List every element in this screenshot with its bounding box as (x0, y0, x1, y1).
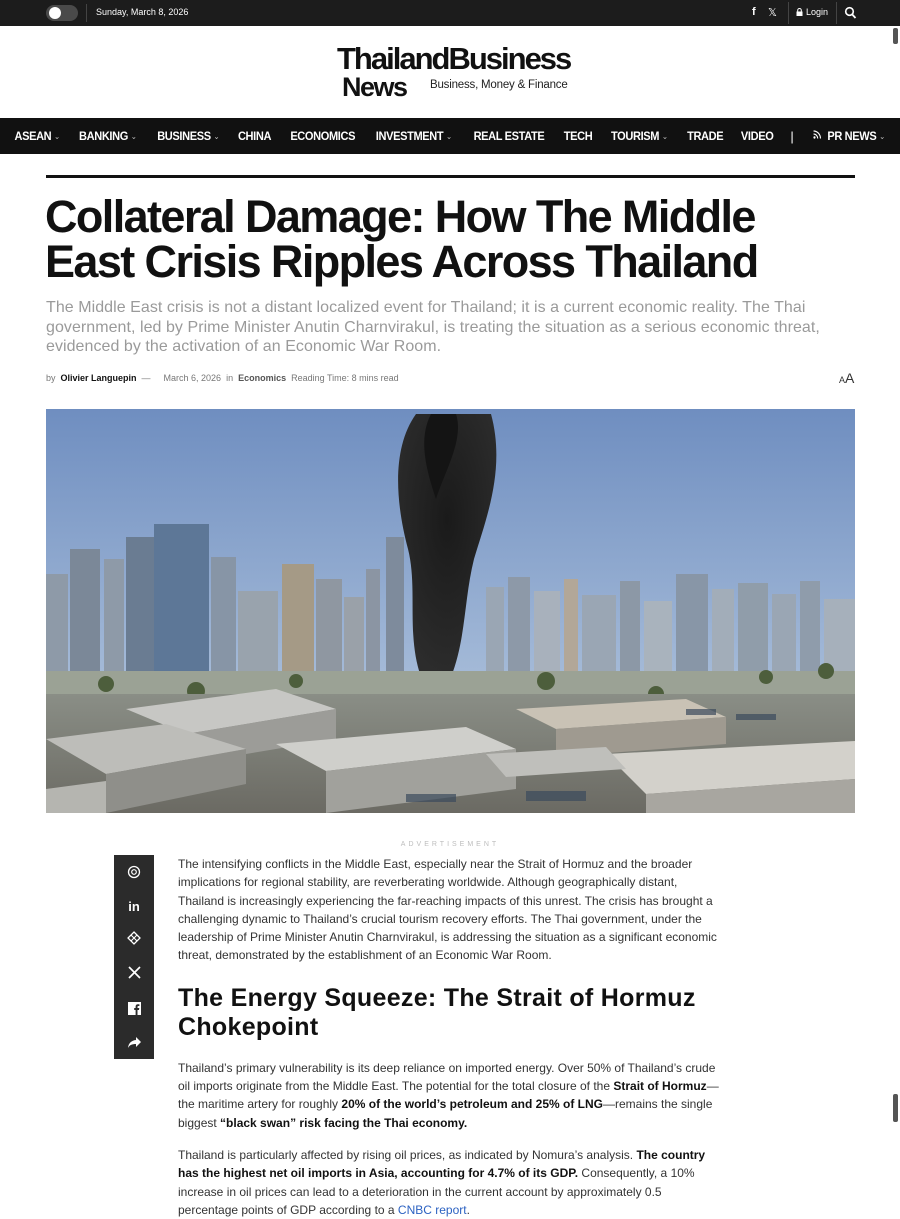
x-share-icon[interactable] (114, 955, 154, 989)
linkedin-glyph: in (128, 898, 140, 914)
divider (86, 4, 87, 22)
nav-item-pr-news[interactable] (806, 129, 892, 143)
nav-item-tourism[interactable] (604, 129, 675, 143)
text: Consequently, a 10% increase in oil prices can lead to a deterioration in the current account by approximately 0.5 percentage points of GDP according to a (178, 1166, 695, 1217)
meta-in: in (226, 373, 234, 383)
top-bar (0, 0, 900, 26)
article-subtitle: The Middle East crisis is not a distant localized event for Thailand; it is a current economic reality. The Thai government, led by Prime Minister Anutin Charnvirakul, is treating the situation as a serious economic threat, evidenced by the activation of an Economic War Room. (46, 299, 820, 355)
divider (788, 2, 789, 24)
scrollbar-thumb[interactable] (893, 28, 898, 44)
openai-glyph (127, 865, 141, 879)
threads-glyph (127, 931, 141, 945)
logo-tagline: Business, Money & Finance (430, 79, 568, 91)
text: . (466, 1202, 470, 1217)
text: —the maritime artery for roughly (178, 1079, 719, 1112)
chevron-down-icon: ⌄ (661, 131, 668, 141)
nav-items (0, 118, 900, 154)
hero-image (46, 409, 855, 813)
text: —remains the single biggest (178, 1097, 713, 1130)
nav-divider: | (790, 128, 794, 144)
nav-item-label: PR NEWS (827, 129, 877, 143)
article-title: Collateral Damage: How The Middle East Crisis Ripples Across Thailand (45, 191, 758, 287)
font-increase[interactable]: A (845, 370, 855, 386)
text: Thailand’s primary vulnerability is its deep reliance on imported energy. Over 50% of Thailand’s crude oil imports originate from the Middle East. The potential for the total closure of the (178, 1060, 716, 1094)
facebook-glyph (128, 1002, 141, 1015)
search-icon[interactable] (844, 6, 857, 20)
meta-dash: — (141, 373, 151, 383)
meta-by: by (46, 373, 56, 383)
nav-item-label: ECONOMICS (290, 129, 356, 143)
nav-item-label: CHINA (237, 129, 272, 143)
nav-item-label: BANKING (79, 129, 128, 143)
nav-item-tech[interactable] (557, 129, 599, 143)
title-rule (46, 175, 855, 178)
paragraph (178, 1146, 720, 1219)
nav-item-real-estate[interactable] (467, 129, 552, 143)
nav-item-label: TECH (563, 129, 593, 143)
main-nav (0, 118, 900, 154)
bold-text: The country has the highest net oil imports in Asia, accounting for 4.7% of its GDP. (178, 1147, 706, 1181)
x-glyph (128, 966, 141, 979)
paragraph (178, 1059, 720, 1132)
chevron-down-icon: ⌄ (446, 131, 453, 141)
article-date: March 6, 2026 (163, 373, 222, 383)
cnbc-report-link[interactable]: CNBC report (397, 1202, 467, 1217)
toggle-knob (49, 7, 61, 19)
facebook-icon[interactable]: f (752, 6, 756, 18)
site-logo[interactable] (337, 41, 577, 102)
nav-item-label: INVESTMENT (376, 129, 444, 143)
login-label: Login (806, 7, 829, 17)
nav-item-asean[interactable] (7, 129, 66, 143)
openai-icon[interactable] (114, 855, 154, 889)
article-body (178, 855, 720, 1219)
nav-item-label: TOURISM (611, 129, 660, 143)
bold-text: Strait of Hormuz (613, 1079, 707, 1094)
text: Thailand is particularly affected by rising oil prices, as indicated by Nomura’s analysis. (178, 1147, 637, 1162)
nav-item-label: BUSINESS (156, 129, 211, 143)
nav-item-business[interactable] (150, 129, 226, 143)
category-link[interactable]: Economics (238, 373, 287, 383)
share-icon[interactable] (114, 1025, 154, 1059)
paragraph: The intensifying conflicts in the Middle East, especially near the Strait of Hormuz and the broader implications for regional stability, are reverberating worldwide. Although geographically distant, Thailand is increasingly experiencing the far-reaching impacts of this unrest. The crisis has brought a challenging dynamic to Thailand’s crucial tourism recovery efforts. The Thai government, under the leadership of Prime Minister Anutin Charnvirakul, is addressing the situation as a significant economic threat, demonstrated by the establishment of an Economic War Room. (178, 857, 717, 963)
chevron-down-icon: ⌄ (53, 131, 60, 141)
author-link[interactable]: Olivier Languepin (60, 373, 137, 383)
share-bar (114, 855, 154, 1059)
chevron-down-icon: ⌄ (130, 131, 137, 141)
section-heading: The Energy Squeeze: The Strait of Hormuz Chokepoint (178, 983, 696, 1041)
nav-item-label: REAL ESTATE (473, 129, 545, 143)
nav-item-label: TRADE (686, 129, 723, 143)
login-link[interactable] (796, 7, 828, 17)
font-decrease[interactable]: A (839, 375, 846, 385)
nav-item-video[interactable] (734, 129, 780, 143)
logo-line1: ThailandBusiness (337, 41, 571, 76)
linkedin-icon[interactable] (114, 889, 154, 923)
dark-mode-toggle[interactable] (46, 5, 78, 21)
advertisement-label: ADVERTISEMENT (400, 841, 500, 848)
logo-line2: News (342, 72, 407, 102)
nav-item-china[interactable] (231, 129, 278, 143)
nav-item-label: VIDEO (740, 129, 774, 143)
scrollbar-thumb[interactable] (893, 1094, 898, 1122)
article-meta (46, 373, 399, 383)
bold-text: 20% of the world’s petroleum and 25% of LNG (341, 1097, 603, 1112)
reading-time: Reading Time: 8 mins read (291, 373, 399, 383)
nav-item-investment[interactable] (369, 129, 459, 143)
chevron-down-icon: ⌄ (878, 131, 885, 141)
chevron-down-icon: ⌄ (212, 131, 219, 141)
nav-item-economics[interactable] (283, 129, 362, 143)
font-size-control[interactable] (839, 370, 854, 388)
share-arrow-glyph (127, 1036, 142, 1049)
divider (836, 2, 837, 24)
bold-text: “black swan” risk facing the Thai economy. (220, 1115, 468, 1130)
rss-icon (812, 130, 820, 142)
nav-item-banking[interactable] (72, 129, 143, 143)
facebook-share-icon[interactable] (114, 991, 154, 1025)
threads-icon[interactable] (114, 921, 154, 955)
nav-item-trade[interactable] (680, 129, 730, 143)
lock-icon (796, 8, 803, 16)
x-icon[interactable]: 𝕏 (768, 7, 777, 19)
nav-item-label: ASEAN (14, 129, 51, 143)
current-date: Sunday, March 8, 2026 (96, 7, 189, 17)
